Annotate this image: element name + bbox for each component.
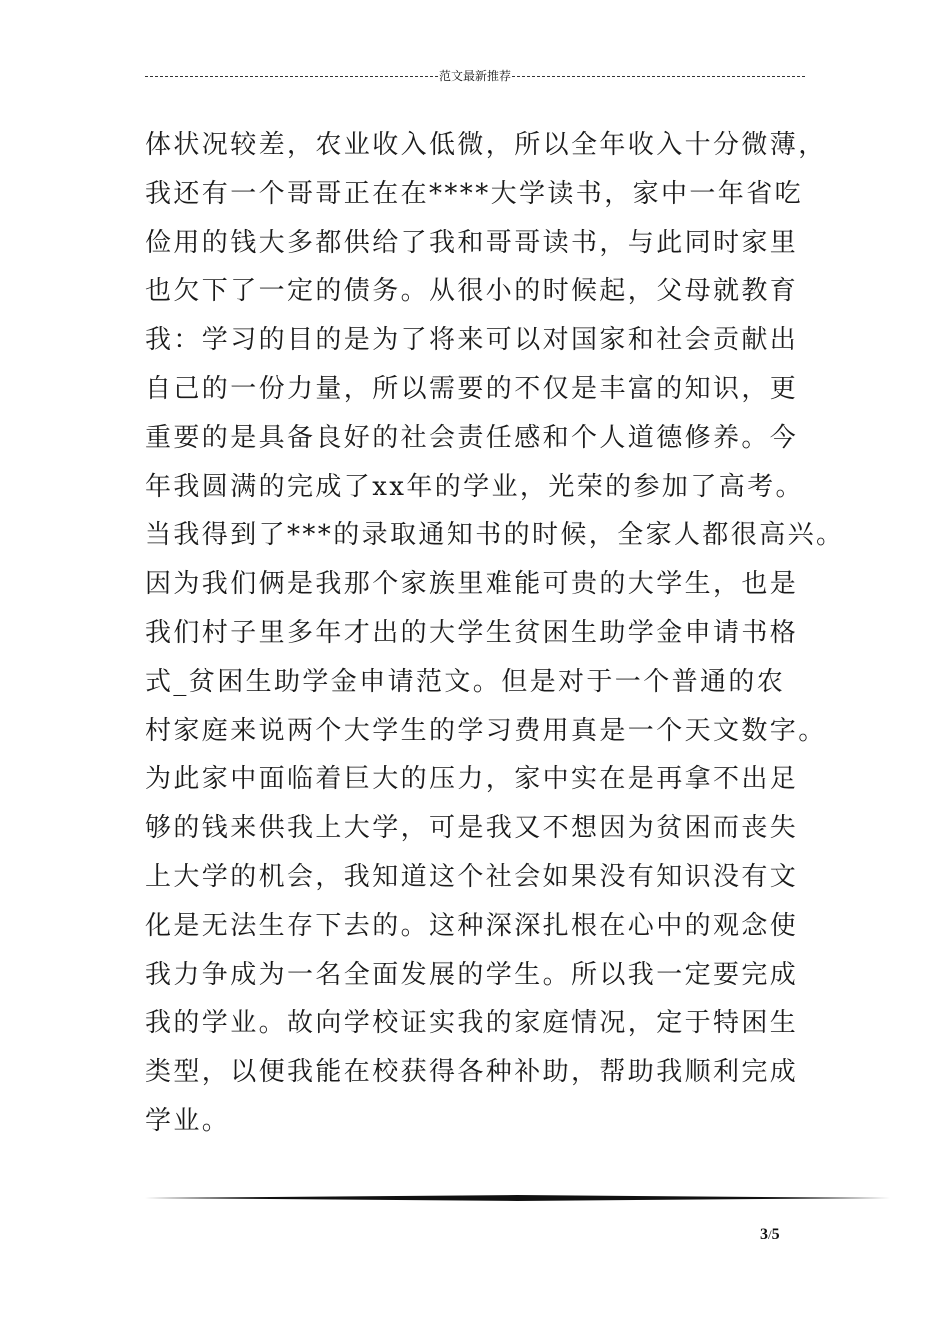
page-header — [145, 66, 805, 86]
text-line: 我的学业。故向学校证实我的家庭情况，定于特困生 — [145, 1008, 799, 1039]
text-line: 也欠下了一定的债务。从很小的时候起，父母就教育 — [145, 276, 799, 307]
text-line: 我们村子里多年才出的大学生贫困生助学金申请书格 — [145, 617, 799, 648]
header-dash-left — [145, 76, 438, 77]
text-line: 俭用的钱大多都供给了我和哥哥读书，与此同时家里 — [145, 227, 799, 258]
text-line: 为此家中面临着巨大的压力，家中实在是再拿不出足 — [145, 764, 799, 795]
text-line: 化是无法生存下去的。这种深深扎根在心中的观念使 — [145, 910, 799, 941]
text-line: 年我圆满的完成了xx年的学业，光荣的参加了高考。 — [145, 471, 804, 502]
text-line: 我力争成为一名全面发展的学生。所以我一定要完成 — [145, 959, 799, 990]
text-line: 我：学习的目的是为了将来可以对国家和社会贡献出 — [145, 325, 799, 356]
text-line: 学业。 — [145, 1105, 231, 1136]
header-dash-right — [512, 76, 805, 77]
page-total: 5 — [771, 1226, 780, 1243]
text-line: 体状况较差，农业收入低微，所以全年收入十分微薄， — [145, 130, 827, 160]
text-line: 自己的一份力量，所以需要的不仅是丰富的知识，更 — [145, 373, 799, 404]
text-line: 因为我们俩是我那个家族里难能可贵的大学生，也是 — [145, 569, 799, 600]
text-line: 重要的是具备良好的社会责任感和个人道德修养。今 — [145, 422, 799, 453]
page-number — [760, 1226, 780, 1244]
text-line: 村家庭来说两个大学生的学习费用真是一个天文数字。 — [145, 715, 827, 746]
page-current: 3 — [760, 1226, 768, 1243]
text-line: 我还有一个哥哥正在在****大学读书，家中一年省吃 — [145, 178, 804, 209]
header-title: 范文最新推荐 — [439, 69, 512, 83]
body-text — [145, 121, 845, 1146]
text-line: 当我得到了***的录取通知书的时候，全家人都很高兴。 — [145, 520, 845, 551]
footer-rule — [145, 1195, 890, 1201]
text-line: 够的钱来供我上大学，可是我又不想因为贫困而丧失 — [145, 813, 799, 844]
page-separator: / — [768, 1227, 772, 1242]
text-line: 式_贫困生助学金申请范文。但是对于一个普通的农 — [145, 666, 786, 697]
text-line: 类型，以便我能在校获得各种补助，帮助我顺利完成 — [145, 1057, 799, 1088]
text-line: 上大学的机会，我知道这个社会如果没有知识没有文 — [145, 861, 799, 892]
